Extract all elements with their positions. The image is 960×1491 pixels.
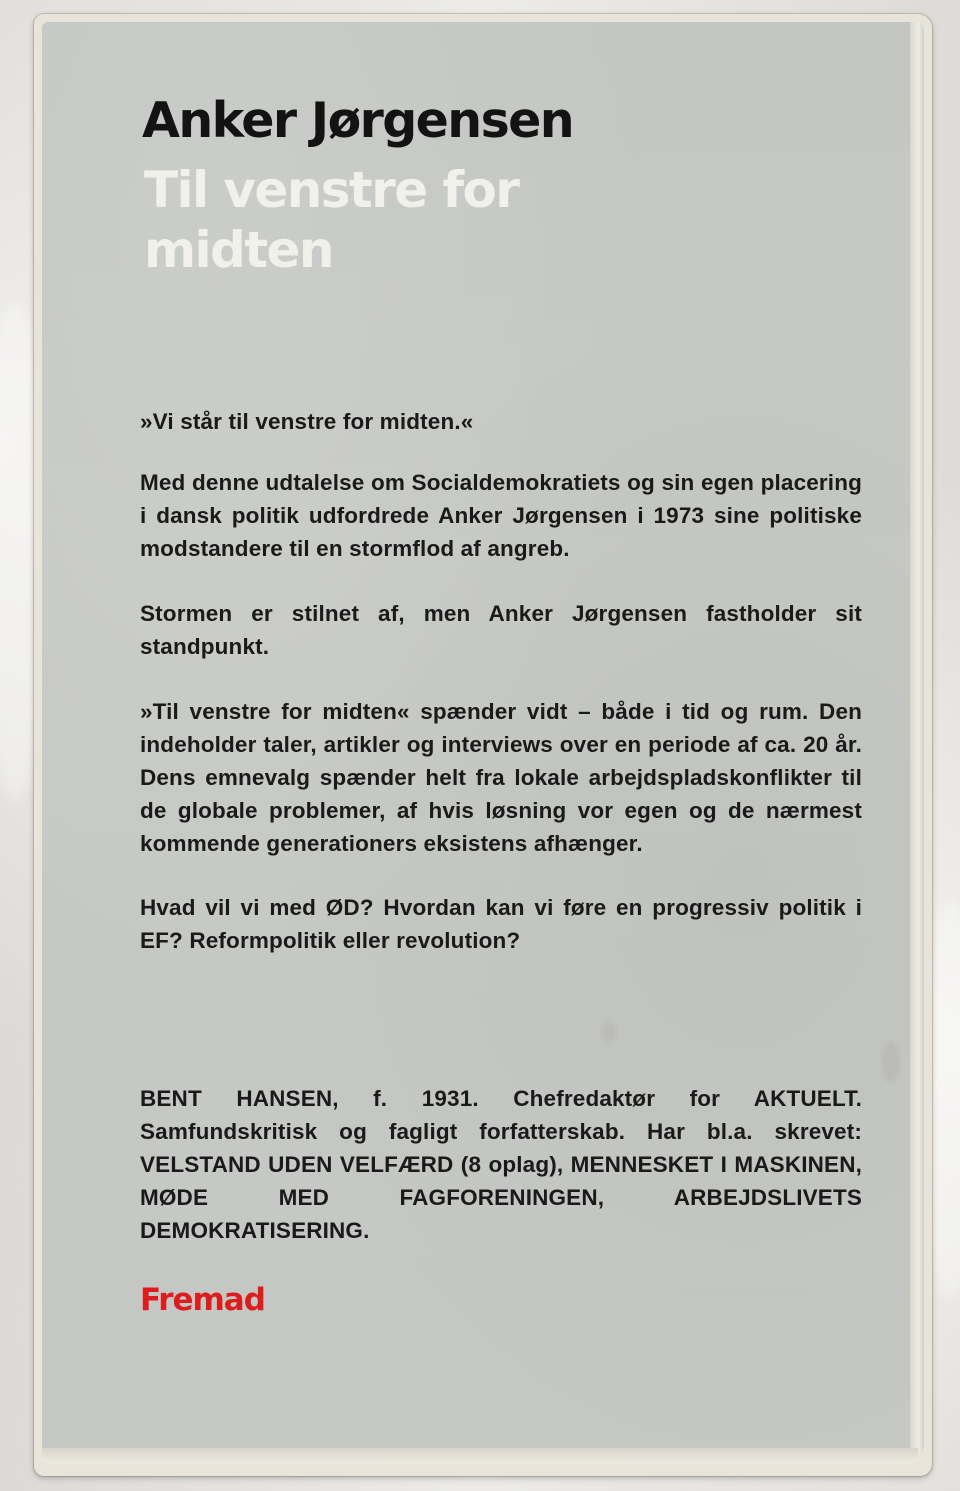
blurb-paragraph-4: Hvad vil vi med ØD? Hvordan kan vi føre en progressiv politik i EF? Reformpolitik eller revolution? [140,895,862,953]
book-back-cover [34,14,932,1476]
jacket-edge-right [910,22,924,1454]
editor-bio: BENT HANSEN, f. 1931. Chefredaktør for AKTUELT. Samfundskritisk og fagligt forfatterskab. Har bl.a. skrevet: VELSTAND UDEN VELFÆRD (8 oplag), MENNESKET I MASKINEN, MØDE MED FAGFORENINGEN, ARBEJDSLIVETS DEMOKRATISERING. [140,1086,862,1243]
wear-spot [602,1022,616,1042]
jacket-edge-bottom [42,1448,918,1464]
dust-jacket [42,22,918,1454]
author-name: Anker Jørgensen [142,92,574,149]
publisher-logo: Fremad [140,1282,265,1318]
blurb-paragraph-2: Stormen er stilnet af, men Anker Jørgensen fastholder sit standpunkt. [140,601,862,659]
wear-spot [882,1042,900,1082]
blurb-quote: »Vi står til venstre for midten.« [140,409,474,434]
book-title-line-1: Til venstre for [144,161,519,219]
blurb-paragraph-3: »Til venstre for midten« spænder vidt – både i tid og rum. Den indeholder taler, artikler og interviews over en periode af ca. 20 år. Dens emnevalg spænder helt fra lokale arbejdspladskonflikter til de globale problemer, af hvis løsning vor egen og de nærmest kommende generationers eksistens afhænger. [140,699,862,856]
book-title-line-2: midten [144,221,333,279]
book-title [144,160,518,280]
blurb-paragraph-1: Med denne udtalelse om Socialdemokratiets og sin egen placering i dansk politik udfordrede Anker Jørgensen i 1973 sine politiske modstandere til en stormflod af angreb. [140,470,862,561]
